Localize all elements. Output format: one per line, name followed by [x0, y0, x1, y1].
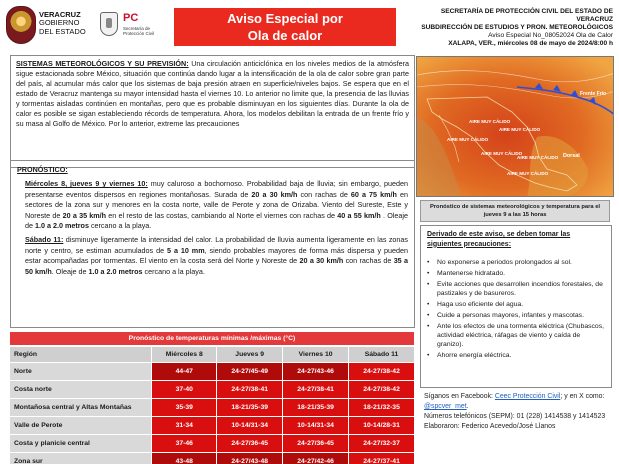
forecast-paragraph-2: Sábado 11: disminuye ligeramente la intensidad del calor. La probabilidad de lluvia aumenta ligeramente en las zonas norte y centro, se estiman acumulados de 5 a 10 mm, siendo probables mayores de forma más dispersa y pueden estar acompañadas por tormentas. El viento en la costa será del Norte y Noreste de 20 a 30 km/h con rachas de 35 a 50 km/h. Oleaje de 1.0 a 2.0 metros cercano a la playa.: [25, 235, 409, 276]
precaution-item: • Haga uso eficiente del agua.: [427, 300, 605, 309]
forecast-box: [10, 160, 415, 328]
temp-cell: 24-27/36-45: [283, 434, 349, 452]
temp-cell: 37-46: [152, 434, 217, 452]
issuer-info: SECRETARÍA DE PROTECCIÓN CIVIL DEL ESTADO DE VERACRUZ SUBDIRECCIÓN DE ESTUDIOS Y PRON. METEOROLÓGICOS Aviso Especial No_08052024 Ola de Calor XALAPA, VER., miércoles 08 de mayo de 2024/8:00 h: [421, 8, 613, 48]
column-header: Jueves 9: [217, 346, 283, 362]
precaution-item: • Evite acciones que desarrollen incendios forestales, de pastizales y de basureros.: [427, 280, 605, 298]
column-header: Viernes 10: [283, 346, 349, 362]
proteccion-civil-logo: PC Secretaría de Protección Civil: [100, 12, 164, 42]
temp-cell: 35-39: [152, 398, 217, 416]
column-header: Sábado 11: [349, 346, 415, 362]
temp-cell: 43-48: [152, 452, 217, 464]
temperature-table: [10, 332, 415, 464]
region-cell: Montañosa central y Altas Montañas: [10, 398, 152, 416]
social-line: Síganos en Facebook: Ceec Protección Civil; y en X como: @spcver_met.: [424, 393, 605, 411]
synopsis-heading: SISTEMAS METEOROLÓGICOS Y SU PREVISIÓN:: [16, 59, 189, 68]
region-cell: Zona sur: [10, 452, 152, 464]
table-row: [10, 362, 415, 380]
precaution-item: • Cuide a personas mayores, infantes y mascotas.: [427, 311, 605, 320]
temp-cell: 24-27/38-41: [217, 380, 283, 398]
temp-cell: 31-34: [152, 416, 217, 434]
alert-title: Aviso Especial por Ola de calor: [174, 8, 396, 46]
temp-cell: 10-14/28-31: [349, 416, 415, 434]
table-header-row: [10, 346, 415, 362]
table-row: [10, 398, 415, 416]
map-label-hot-air: AIRE MUY CÁLIDO: [517, 155, 559, 160]
temp-cell: 24-27/38-42: [349, 380, 415, 398]
region-cell: Costa y planicie central: [10, 434, 152, 452]
map-label-front: Frente Frío: [580, 91, 607, 97]
table-row: [10, 416, 415, 434]
forecast-heading: PRONÓSTICO:: [17, 165, 68, 174]
temp-cell: 24-27/43-46: [283, 362, 349, 380]
temp-cell: 44-47: [152, 362, 217, 380]
region-cell: Valle de Perote: [10, 416, 152, 434]
temp-cell: 24-27/45-49: [217, 362, 283, 380]
temp-cell: 24-27/32-37: [349, 434, 415, 452]
veracruz-logo-text: VERACRUZ GOBIERNO DEL ESTADO: [39, 10, 86, 36]
precautions-box: [420, 225, 612, 388]
precaution-item: • Ahorre energía eléctrica.: [427, 351, 605, 360]
precaution-item: • No exponerse a periodos prolongados al sol.: [427, 258, 605, 267]
region-cell: Norte: [10, 362, 152, 380]
veracruz-seal-icon: [6, 6, 36, 44]
map-label-hot-air: AIRE MUY CÁLIDO: [481, 151, 523, 156]
forecast-paragraph-1: Miércoles 8, jueves 9 y viernes 10: muy caluroso a bochornoso. Probabilidad baja de lluvia; sin embargo, pueden presentarse eventos dispersos en regiones montañosas. Surada de 20 a 30 km/h con rachas de 60 a 75 km/h en sectores de la zona sur y menores en la costa norte, valle de Perote y zona de Orizaba. Viento del Sureste, Este y Noreste de 20 a 35 km/h en el resto de las costas, cambiando al Norte el viernes con rachas de 40 a 55 km/h . Oleaje de 1.0 a 2.0 metros cercano a la playa.: [25, 179, 408, 231]
temp-cell: 24-27/43-48: [217, 452, 283, 464]
map-label-hot-air: AIRE MUY CÁLIDO: [447, 137, 489, 142]
map-caption: Pronóstico de sistemas meteorológicos y temperatura para el jueves 9 a las 15 horas: [420, 200, 610, 222]
temp-cell: 24-27/42-46: [283, 452, 349, 464]
weather-map: [416, 56, 614, 197]
phone-numbers: Números telefónicos (SEPM): 01 (228) 1414538 y 1414523: [424, 413, 606, 421]
x-link[interactable]: @spcver_met: [424, 403, 467, 411]
contact-info: [424, 392, 614, 432]
precaution-item: • Mantenerse hidratado.: [427, 269, 605, 278]
temp-cell: 18-21/35-39: [283, 398, 349, 416]
synopsis-text: Una circulación anticiclónica en los niveles medios de la atmósfera sigue estacionada sobre México, situación que continúa dando lugar a la intensificación de la ola de calor sobre gran parte del país, al acumular más calor que los sistemas de baja presión atraen en superficie/niveles bajos. Se espera que en el estado de Veracruz mantenga su mayor intensidad hasta el viernes 10. Lo anterior no limite que, la presencia de las lluvias y tormentas aisladas continúen en montañas, pero que es probable disminuyan en los siguientes días. Durante la ola de calor es posible se sigan estableciendo récords de temperatura. Ahora, los modelos debilitan la entrada de un frente frío y su masa al Golfo de México. Por lo anterior, extreme las precauciones: [16, 59, 409, 128]
precautions-list: [427, 258, 605, 360]
map-label-ridge: Dorsal: [563, 153, 580, 159]
table-caption: Pronóstico de temperaturas mínimas /máximas (°C): [10, 332, 415, 346]
map-label-hot-air: AIRE MUY CÁLIDO: [499, 127, 541, 132]
precaution-item: • Ante los efectos de una tormenta eléctrica (Chubascos, actividad eléctrica, ráfagas de viento y caída de granizo).: [427, 322, 605, 349]
column-header: Región: [10, 346, 152, 362]
column-header: Miércoles 8: [152, 346, 217, 362]
map-label-hot-air: AIRE MUY CÁLIDO: [469, 119, 511, 124]
temp-cell: 24-27/38-42: [349, 362, 415, 380]
table-row: [10, 452, 415, 464]
shield-icon: [100, 12, 118, 36]
temp-cell: 10-14/31-34: [283, 416, 349, 434]
temp-cell: 18-21/32-35: [349, 398, 415, 416]
temp-cell: 24-27/38-41: [283, 380, 349, 398]
temp-cell: 10-14/31-34: [217, 416, 283, 434]
temp-cell: 18-21/35-39: [217, 398, 283, 416]
table-row: [10, 380, 415, 398]
synopsis-box: [10, 55, 415, 168]
veracruz-logo: [6, 6, 92, 46]
region-cell: Costa norte: [10, 380, 152, 398]
temp-cell: 37-40: [152, 380, 217, 398]
map-label-hot-air: AIRE MUY CÁLIDO: [507, 171, 549, 176]
authors: Elaboraron: Federico Acevedo/José Llanos: [424, 423, 556, 431]
temp-cell: 24-27/36-45: [217, 434, 283, 452]
temp-cell: 24-27/37-41: [349, 452, 415, 464]
table-row: [10, 434, 415, 452]
facebook-link[interactable]: Ceec Protección Civil: [494, 393, 561, 400]
precautions-heading: Derivado de este aviso, se deben tomar las siguientes precauciones:: [427, 231, 571, 248]
weather-map-graphic: [417, 57, 614, 197]
